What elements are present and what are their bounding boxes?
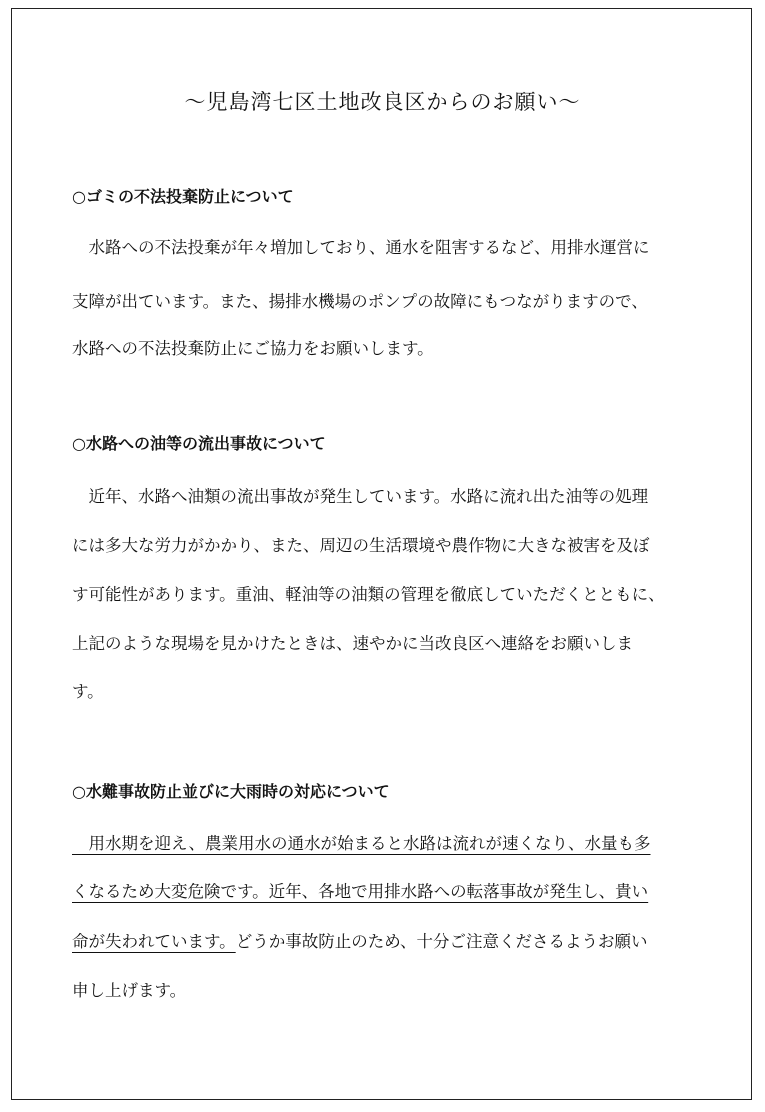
section-heading-litter: ○ゴミの不法投棄防止について — [72, 187, 294, 206]
plain-text: どうか事故防止のため、十分ご注意くださるようお願い — [235, 932, 648, 951]
paragraph-line — [72, 928, 648, 952]
paragraph-line: 申し上げます。 — [72, 981, 187, 1000]
underlined-text: 命が失われています。 — [72, 932, 236, 951]
paragraph-line-underlined: くなるため大変危険です。近年、各地で用排水路への転落事故が発生し、貴い — [72, 882, 649, 901]
paragraph-line: す可能性があります。重油、軽油等の油類の管理を徹底していただくとともに、 — [72, 585, 665, 604]
paragraph-line: 水路への不法投棄防止にご協力をお願いします。 — [72, 339, 434, 358]
paragraph-line-underlined: 用水期を迎え、農業用水の通水が始まると水路は流れが速くなり、水量も多 — [72, 834, 651, 853]
paragraph-line: 水路への不法投棄が年々増加しており、通水を阻害するなど、用排水運営に — [72, 238, 650, 257]
paragraph-line: 上記のような現場を見かけたときは、速やかに当改良区へ連絡をお願いしま — [72, 634, 633, 653]
section-heading-oil-spill: ○水路への油等の流出事故について — [72, 434, 326, 453]
paragraph-line: 近年、水路へ油類の流出事故が発生しています。水路に流れ出た油等の処理 — [72, 487, 649, 506]
paragraph-line: 支障が出ています。また、揚排水機場のポンプの故障にもつながりますので、 — [72, 292, 648, 311]
paragraph-line: には多大な労力がかかり、また、周辺の生活環境や農作物に大きな被害を及ぼ — [72, 536, 650, 555]
paragraph-line: す。 — [72, 682, 104, 701]
section-heading-water-accident: ○水難事故防止並びに大雨時の対応について — [72, 782, 390, 801]
page-title: ～児島湾七区土地改良区からのお願い～ — [184, 90, 581, 114]
